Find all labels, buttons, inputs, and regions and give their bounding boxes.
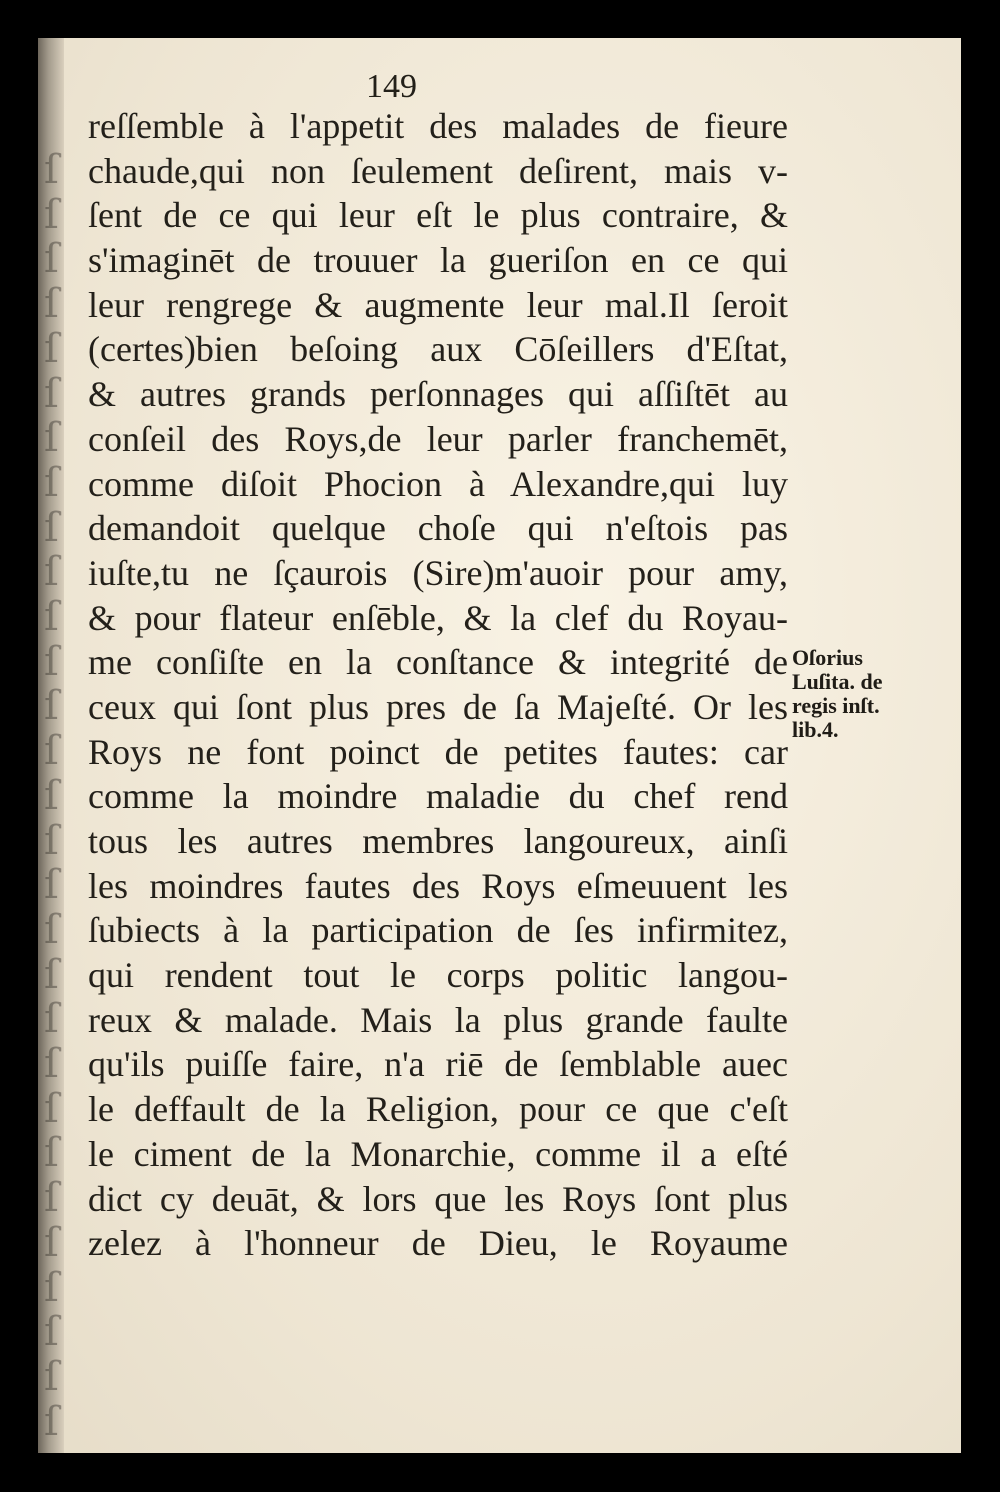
text-line: qui rendent tout le corps politic langou- — [88, 955, 788, 996]
text-line: chaude,qui non ſeulement deſirent, mais v- — [88, 150, 788, 191]
text-line: & autres grands perſonnages qui aſſiſtēt au — [88, 374, 788, 415]
page-number: 149 — [366, 68, 417, 105]
text-line: comme diſoit Phocion à Alexandre,qui luy — [88, 463, 788, 504]
text-line: zelez à l'honneur de Dieu, le Royaume — [88, 1223, 788, 1264]
body-text — [88, 104, 788, 1266]
facing-page-bleed: ſ ſ ſ ſ ſ ſ ſ ſ ſ ſ ſ ſ ſ ſ ſ ſ ſ ſ ſ ſ ſ ſ ſ ſ ſ ſ ſ ſ ſ — [44, 148, 55, 1445]
margin-note-line: Luſita. de — [792, 669, 883, 694]
text-line: ſent de ce qui leur eſt le plus contraire, & — [88, 195, 788, 236]
margin-note-line: regis inſt. — [792, 693, 880, 718]
text-line: tous les autres membres langoureux, ainſi — [88, 821, 788, 861]
text-line: iuſte,tu ne ſçaurois (Sire)m'auoir pour amy, — [88, 552, 788, 593]
text-line: qu'ils puiſſe faire, n'a riē de ſemblable auec — [88, 1044, 788, 1085]
text-line: demandoit quelque choſe qui n'eſtois pas — [88, 508, 788, 549]
text-line: & pour flateur enſēble, & la clef du Royau- — [88, 597, 788, 638]
text-line: (certes)bien beſoing aux Cōſeillers d'Eſtat, — [88, 329, 788, 370]
text-line: le deffault de la Religion, pour ce que c'eſt — [88, 1089, 788, 1130]
text-line: reſſemble à l'appetit des malades de fieure — [88, 106, 788, 146]
text-line: dict cy deuāt, & lors que les Roys ſont plus — [88, 1178, 788, 1219]
margin-note-line: Oſorius — [792, 645, 863, 670]
text-line: ceux qui ſont plus pres de ſa Majeſté. Or les — [88, 686, 788, 727]
margin-note — [792, 646, 961, 742]
text-line: me conſiſte en la conſtance & integrité de — [88, 642, 788, 683]
text-line: le ciment de la Monarchie, comme il a eſté — [88, 1133, 788, 1174]
text-line: les moindres fautes des Roys eſmeuuent les — [88, 865, 788, 906]
text-line: s'imaginēt de trouuer la gueriſon en ce qui — [88, 240, 788, 281]
text-line: ſubiects à la participation de ſes infirmitez, — [88, 910, 788, 951]
text-line: Roys ne font poinct de petites fautes: car — [88, 731, 788, 772]
text-line: leur rengrege & augmente leur mal.Il ſeroit — [88, 284, 788, 325]
margin-note-line: lib.4. — [792, 717, 839, 742]
text-line: reux & malade. Mais la plus grande faulte — [88, 999, 788, 1040]
text-line: conſeil des Roys,de leur parler franchemēt, — [88, 418, 788, 459]
book-page — [38, 38, 961, 1453]
text-line: comme la moindre maladie du chef rend — [88, 776, 788, 817]
